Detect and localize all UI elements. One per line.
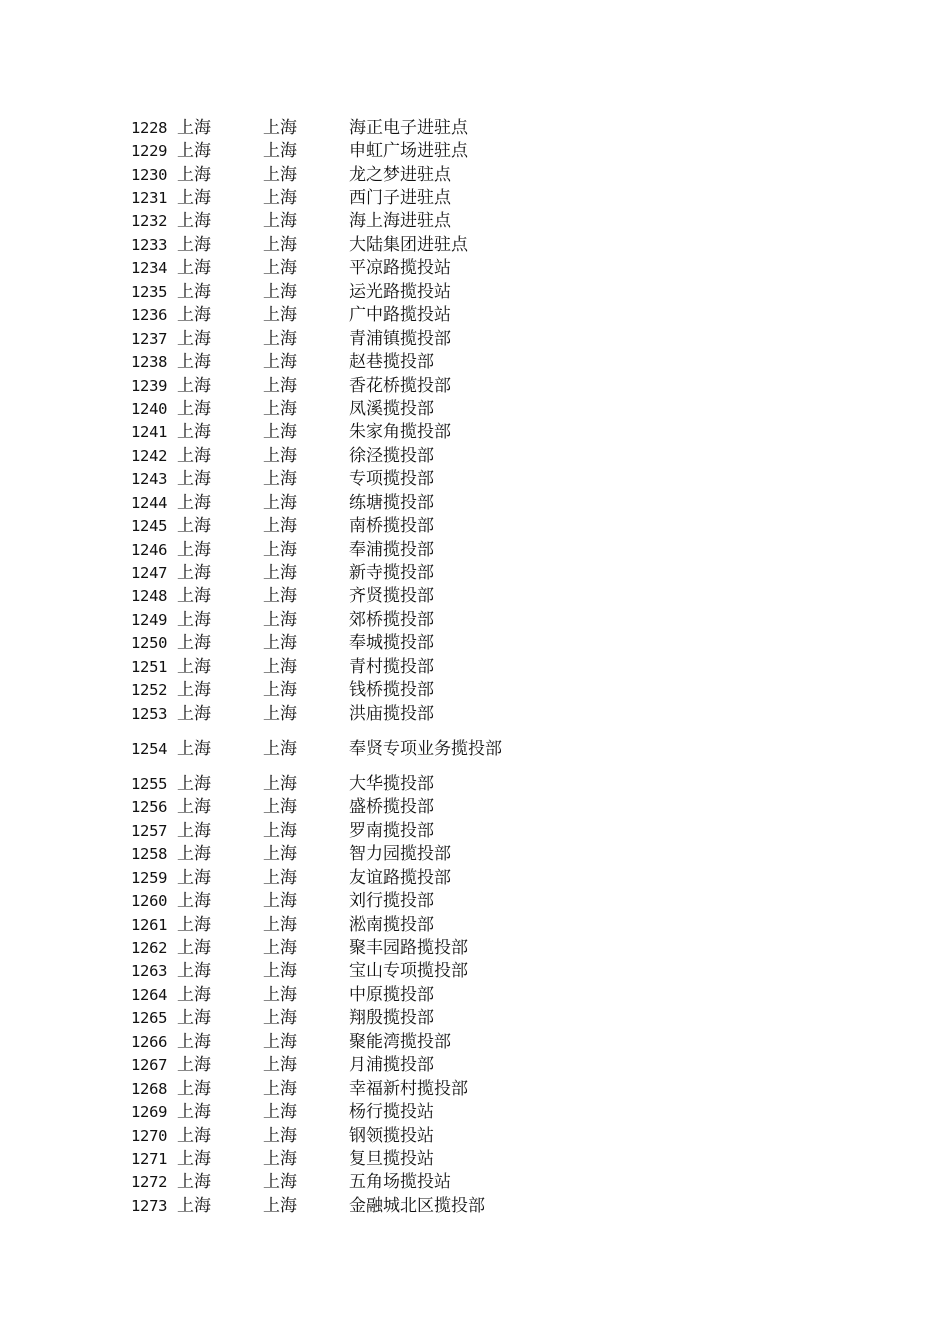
outlet-name-cell: 西门子进驻点 <box>349 188 451 209</box>
province-cell: 上海 <box>177 844 211 865</box>
province-cell: 上海 <box>177 633 211 654</box>
row-number: 1273 <box>131 1196 168 1215</box>
province-cell: 上海 <box>177 164 211 185</box>
table-row <box>131 1124 551 1147</box>
table-row <box>131 374 551 397</box>
table-row <box>131 1100 551 1123</box>
row-number: 1255 <box>131 774 168 793</box>
row-number: 1269 <box>131 1103 168 1122</box>
table-row <box>131 936 551 959</box>
row-number: 1242 <box>131 446 168 465</box>
outlet-name-cell: 大华揽投部 <box>349 773 434 794</box>
outlet-name-cell: 专项揽投部 <box>349 469 434 490</box>
province-cell: 上海 <box>177 738 211 759</box>
outlet-name-cell: 金融城北区揽投部 <box>349 1195 485 1216</box>
row-number: 1239 <box>131 376 168 395</box>
province-cell: 上海 <box>177 1172 211 1193</box>
row-number: 1254 <box>131 739 168 758</box>
table-row <box>131 1147 551 1170</box>
row-number: 1250 <box>131 634 168 653</box>
province-cell: 上海 <box>177 1031 211 1052</box>
outlet-name-cell: 杨行揽投站 <box>349 1102 434 1123</box>
row-number: 1256 <box>131 798 168 817</box>
outlet-name-cell: 青浦镇揽投部 <box>349 328 451 349</box>
province-cell: 上海 <box>177 398 211 419</box>
table-row <box>131 608 551 631</box>
city-cell: 上海 <box>263 680 297 701</box>
table-row <box>131 866 551 889</box>
province-cell: 上海 <box>177 609 211 630</box>
city-cell: 上海 <box>263 844 297 865</box>
city-cell: 上海 <box>263 563 297 584</box>
row-number: 1232 <box>131 212 168 231</box>
row-number: 1238 <box>131 353 168 372</box>
outlet-name-cell: 中原揽投部 <box>349 984 434 1005</box>
city-cell: 上海 <box>263 797 297 818</box>
city-cell: 上海 <box>263 938 297 959</box>
table-row <box>131 913 551 936</box>
city-cell: 上海 <box>263 1008 297 1029</box>
table-row <box>131 561 551 584</box>
city-cell: 上海 <box>263 1172 297 1193</box>
province-cell: 上海 <box>177 516 211 537</box>
table-row <box>131 1054 551 1077</box>
outlet-name-cell: 运光路揽投站 <box>349 281 451 302</box>
outlet-name-cell: 青村揽投部 <box>349 656 434 677</box>
outlet-name-cell: 宝山专项揽投部 <box>349 961 468 982</box>
outlet-name-cell: 刘行揽投部 <box>349 891 434 912</box>
table-row <box>131 397 551 420</box>
row-number: 1270 <box>131 1126 168 1145</box>
row-number: 1231 <box>131 189 168 208</box>
city-cell: 上海 <box>263 1148 297 1169</box>
outlet-name-cell: 广中路揽投站 <box>349 305 451 326</box>
row-number: 1261 <box>131 915 168 934</box>
row-number: 1262 <box>131 939 168 958</box>
table-row <box>131 163 551 186</box>
province-cell: 上海 <box>177 586 211 607</box>
province-cell: 上海 <box>177 539 211 560</box>
outlet-name-cell: 南桥揽投部 <box>349 516 434 537</box>
province-cell: 上海 <box>177 445 211 466</box>
table-row <box>131 468 551 491</box>
city-cell: 上海 <box>263 738 297 759</box>
row-number: 1240 <box>131 399 168 418</box>
province-cell: 上海 <box>177 328 211 349</box>
row-number: 1252 <box>131 681 168 700</box>
outlet-name-cell: 龙之梦进驻点 <box>349 164 451 185</box>
row-number: 1272 <box>131 1173 168 1192</box>
province-cell: 上海 <box>177 914 211 935</box>
city-cell: 上海 <box>263 773 297 794</box>
city-cell: 上海 <box>263 117 297 138</box>
table-row <box>131 1077 551 1100</box>
row-number: 1246 <box>131 540 168 559</box>
city-cell: 上海 <box>263 703 297 724</box>
table-row <box>131 983 551 1006</box>
outlet-name-cell: 海正电子进驻点 <box>349 117 468 138</box>
outlet-name-cell: 五角场揽投站 <box>349 1172 451 1193</box>
city-cell: 上海 <box>263 891 297 912</box>
province-cell: 上海 <box>177 492 211 513</box>
outlet-name-cell: 奉贤专项业务揽投部 <box>349 738 502 759</box>
table-row <box>131 796 551 819</box>
province-cell: 上海 <box>177 984 211 1005</box>
province-cell: 上海 <box>177 117 211 138</box>
province-cell: 上海 <box>177 656 211 677</box>
city-cell: 上海 <box>263 867 297 888</box>
city-cell: 上海 <box>263 1055 297 1076</box>
row-number: 1259 <box>131 868 168 887</box>
city-cell: 上海 <box>263 1102 297 1123</box>
outlet-name-cell: 朱家角揽投部 <box>349 422 451 443</box>
city-cell: 上海 <box>263 1195 297 1216</box>
city-cell: 上海 <box>263 539 297 560</box>
row-number: 1257 <box>131 821 168 840</box>
city-cell: 上海 <box>263 398 297 419</box>
outlet-name-cell: 月浦揽投部 <box>349 1055 434 1076</box>
province-cell: 上海 <box>177 1055 211 1076</box>
listing-table <box>131 116 551 1218</box>
table-row <box>131 1030 551 1053</box>
row-number: 1236 <box>131 306 168 325</box>
city-cell: 上海 <box>263 914 297 935</box>
outlet-name-cell: 平凉路揽投站 <box>349 258 451 279</box>
city-cell: 上海 <box>263 375 297 396</box>
city-cell: 上海 <box>263 234 297 255</box>
table-row <box>131 725 551 772</box>
outlet-name-cell: 盛桥揽投部 <box>349 797 434 818</box>
province-cell: 上海 <box>177 1195 211 1216</box>
outlet-name-cell: 郊桥揽投部 <box>349 609 434 630</box>
table-row <box>131 889 551 912</box>
city-cell: 上海 <box>263 984 297 1005</box>
outlet-name-cell: 申虹广场进驻点 <box>349 141 468 162</box>
row-number: 1260 <box>131 892 168 911</box>
row-number: 1267 <box>131 1056 168 1075</box>
table-row <box>131 702 551 725</box>
city-cell: 上海 <box>263 492 297 513</box>
table-row <box>131 819 551 842</box>
city-cell: 上海 <box>263 445 297 466</box>
row-number: 1251 <box>131 657 168 676</box>
table-row <box>131 186 551 209</box>
province-cell: 上海 <box>177 797 211 818</box>
province-cell: 上海 <box>177 961 211 982</box>
outlet-name-cell: 聚能湾揽投部 <box>349 1031 451 1052</box>
outlet-name-cell: 奉浦揽投部 <box>349 539 434 560</box>
province-cell: 上海 <box>177 680 211 701</box>
city-cell: 上海 <box>263 352 297 373</box>
outlet-name-cell: 赵巷揽投部 <box>349 352 434 373</box>
table-row <box>131 585 551 608</box>
province-cell: 上海 <box>177 352 211 373</box>
row-number: 1248 <box>131 587 168 606</box>
table-row <box>131 304 551 327</box>
row-number: 1266 <box>131 1032 168 1051</box>
table-row <box>131 632 551 655</box>
row-number: 1247 <box>131 564 168 583</box>
table-row <box>131 1007 551 1030</box>
city-cell: 上海 <box>263 211 297 232</box>
table-row <box>131 491 551 514</box>
table-row <box>131 444 551 467</box>
city-cell: 上海 <box>263 1031 297 1052</box>
city-cell: 上海 <box>263 656 297 677</box>
city-cell: 上海 <box>263 422 297 443</box>
province-cell: 上海 <box>177 422 211 443</box>
province-cell: 上海 <box>177 375 211 396</box>
row-number: 1228 <box>131 118 168 137</box>
row-number: 1258 <box>131 845 168 864</box>
city-cell: 上海 <box>263 188 297 209</box>
city-cell: 上海 <box>263 1125 297 1146</box>
city-cell: 上海 <box>263 258 297 279</box>
province-cell: 上海 <box>177 258 211 279</box>
table-row <box>131 960 551 983</box>
province-cell: 上海 <box>177 211 211 232</box>
city-cell: 上海 <box>263 820 297 841</box>
row-number: 1253 <box>131 704 168 723</box>
city-cell: 上海 <box>263 164 297 185</box>
row-number: 1268 <box>131 1079 168 1098</box>
province-cell: 上海 <box>177 867 211 888</box>
outlet-name-cell: 钢领揽投站 <box>349 1125 434 1146</box>
province-cell: 上海 <box>177 563 211 584</box>
table-row <box>131 679 551 702</box>
row-number: 1245 <box>131 517 168 536</box>
outlet-name-cell: 香花桥揽投部 <box>349 375 451 396</box>
row-number: 1265 <box>131 1009 168 1028</box>
table-row <box>131 280 551 303</box>
outlet-name-cell: 钱桥揽投部 <box>349 680 434 701</box>
province-cell: 上海 <box>177 773 211 794</box>
table-row <box>131 257 551 280</box>
row-number: 1249 <box>131 610 168 629</box>
province-cell: 上海 <box>177 703 211 724</box>
row-number: 1264 <box>131 985 168 1004</box>
city-cell: 上海 <box>263 469 297 490</box>
outlet-name-cell: 凤溪揽投部 <box>349 398 434 419</box>
outlet-name-cell: 徐泾揽投部 <box>349 445 434 466</box>
row-number: 1244 <box>131 493 168 512</box>
city-cell: 上海 <box>263 328 297 349</box>
table-row <box>131 139 551 162</box>
table-row <box>131 1194 551 1217</box>
outlet-name-cell: 聚丰园路揽投部 <box>349 938 468 959</box>
table-row <box>131 350 551 373</box>
outlet-name-cell: 智力园揽投部 <box>349 844 451 865</box>
city-cell: 上海 <box>263 281 297 302</box>
province-cell: 上海 <box>177 188 211 209</box>
province-cell: 上海 <box>177 305 211 326</box>
row-number: 1243 <box>131 470 168 489</box>
province-cell: 上海 <box>177 281 211 302</box>
table-row <box>131 1171 551 1194</box>
row-number: 1230 <box>131 165 168 184</box>
row-number: 1235 <box>131 282 168 301</box>
table-row <box>131 655 551 678</box>
table-row <box>131 514 551 537</box>
outlet-name-cell: 洪庙揽投部 <box>349 703 434 724</box>
city-cell: 上海 <box>263 586 297 607</box>
outlet-name-cell: 新寺揽投部 <box>349 563 434 584</box>
row-number: 1229 <box>131 142 168 161</box>
outlet-name-cell: 齐贤揽投部 <box>349 586 434 607</box>
outlet-name-cell: 罗南揽投部 <box>349 820 434 841</box>
outlet-name-cell: 淞南揽投部 <box>349 914 434 935</box>
outlet-name-cell: 练塘揽投部 <box>349 492 434 513</box>
row-number: 1234 <box>131 259 168 278</box>
outlet-name-cell: 大陆集团进驻点 <box>349 234 468 255</box>
table-row <box>131 233 551 256</box>
row-number: 1237 <box>131 329 168 348</box>
city-cell: 上海 <box>263 961 297 982</box>
province-cell: 上海 <box>177 820 211 841</box>
city-cell: 上海 <box>263 305 297 326</box>
row-number: 1263 <box>131 962 168 981</box>
city-cell: 上海 <box>263 141 297 162</box>
row-number: 1271 <box>131 1149 168 1168</box>
table-row <box>131 210 551 233</box>
row-number: 1233 <box>131 235 168 254</box>
row-number: 1241 <box>131 423 168 442</box>
province-cell: 上海 <box>177 891 211 912</box>
outlet-name-cell: 友谊路揽投部 <box>349 867 451 888</box>
city-cell: 上海 <box>263 633 297 654</box>
outlet-name-cell: 复旦揽投站 <box>349 1148 434 1169</box>
outlet-name-cell: 奉城揽投部 <box>349 633 434 654</box>
outlet-name-cell: 翔殷揽投部 <box>349 1008 434 1029</box>
province-cell: 上海 <box>177 1008 211 1029</box>
city-cell: 上海 <box>263 609 297 630</box>
province-cell: 上海 <box>177 234 211 255</box>
outlet-name-cell: 幸福新村揽投部 <box>349 1078 468 1099</box>
table-row <box>131 327 551 350</box>
province-cell: 上海 <box>177 141 211 162</box>
table-row <box>131 538 551 561</box>
province-cell: 上海 <box>177 1102 211 1123</box>
city-cell: 上海 <box>263 516 297 537</box>
city-cell: 上海 <box>263 1078 297 1099</box>
province-cell: 上海 <box>177 1148 211 1169</box>
province-cell: 上海 <box>177 469 211 490</box>
province-cell: 上海 <box>177 1078 211 1099</box>
table-row <box>131 421 551 444</box>
table-row <box>131 116 551 139</box>
province-cell: 上海 <box>177 938 211 959</box>
table-row <box>131 772 551 795</box>
outlet-name-cell: 海上海进驻点 <box>349 211 451 232</box>
table-row <box>131 843 551 866</box>
province-cell: 上海 <box>177 1125 211 1146</box>
